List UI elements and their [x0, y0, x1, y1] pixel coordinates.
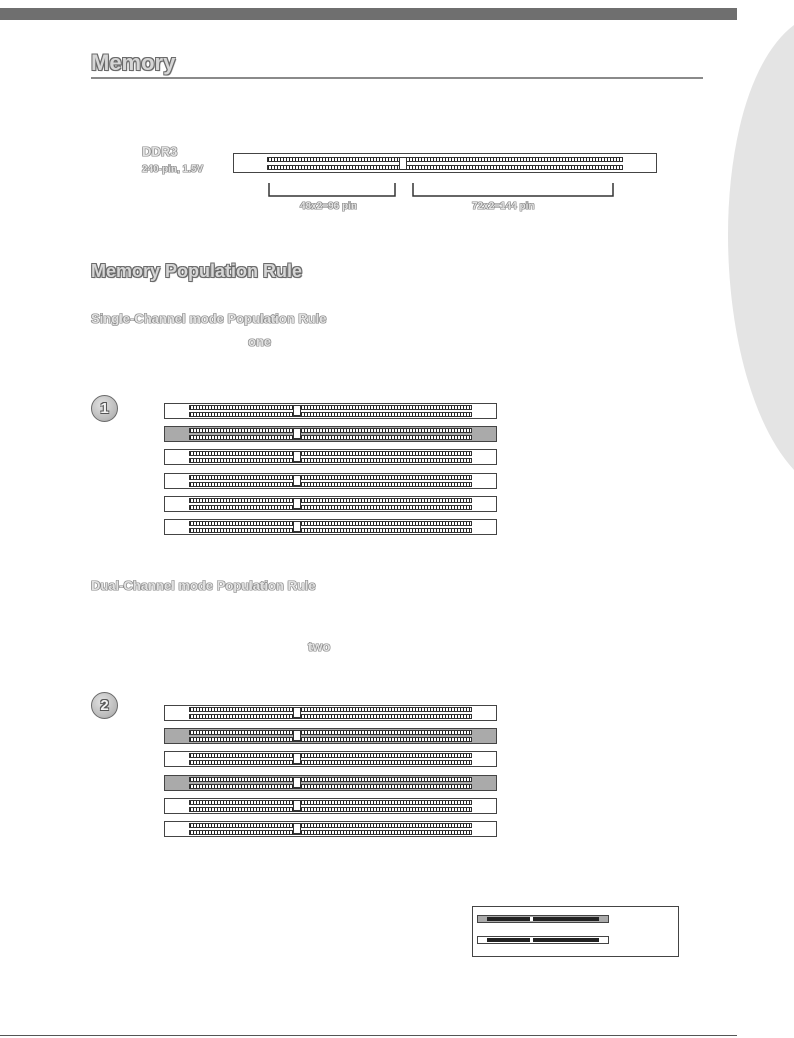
ddr3-diagram-slot	[233, 153, 657, 173]
legend-box	[472, 906, 679, 957]
side-chapter-tab	[718, 0, 794, 470]
dual-channel-title: Dual-Channel mode Population Rule	[91, 578, 316, 593]
ddr-spec-label: 240-pin, 1.5V	[142, 164, 204, 175]
dimm-slot-empty	[164, 519, 497, 535]
step-badge-1: 1	[91, 395, 118, 422]
dimm-slot-empty	[164, 821, 497, 837]
dimm-slot-empty	[164, 705, 497, 721]
dimm-slot-empty	[164, 403, 497, 419]
top-header-bar	[0, 8, 737, 20]
pin-brackets	[265, 182, 617, 198]
dimm-slot-empty	[164, 751, 497, 767]
dimm-slot-empty	[164, 473, 497, 489]
dimm-slot-installed	[164, 426, 497, 442]
dimm-slot-installed	[164, 728, 497, 744]
population-rule-heading: Memory Population Rule	[91, 261, 303, 281]
dimm-slot-empty	[164, 449, 497, 465]
ddr-type-label: DDR3	[142, 144, 178, 159]
pin-count-right: 72x2=144 pin	[472, 201, 535, 212]
dimm-slot-empty	[164, 798, 497, 814]
dimm-slot-installed	[164, 775, 497, 791]
single-channel-keyword: one	[248, 334, 272, 349]
single-channel-title: Single-Channel mode Population Rule	[91, 311, 327, 326]
dimm-slot-empty	[164, 496, 497, 512]
title-underline	[91, 77, 703, 79]
step-badge-2: 2	[91, 692, 118, 719]
legend-installed-slot	[477, 915, 609, 923]
page-title: Memory	[91, 50, 176, 75]
legend-empty-slot	[477, 936, 609, 944]
pin-count-left: 48x2=96 pin	[300, 201, 357, 212]
dual-channel-keyword: two	[308, 639, 331, 654]
footer-rule	[0, 1035, 737, 1036]
